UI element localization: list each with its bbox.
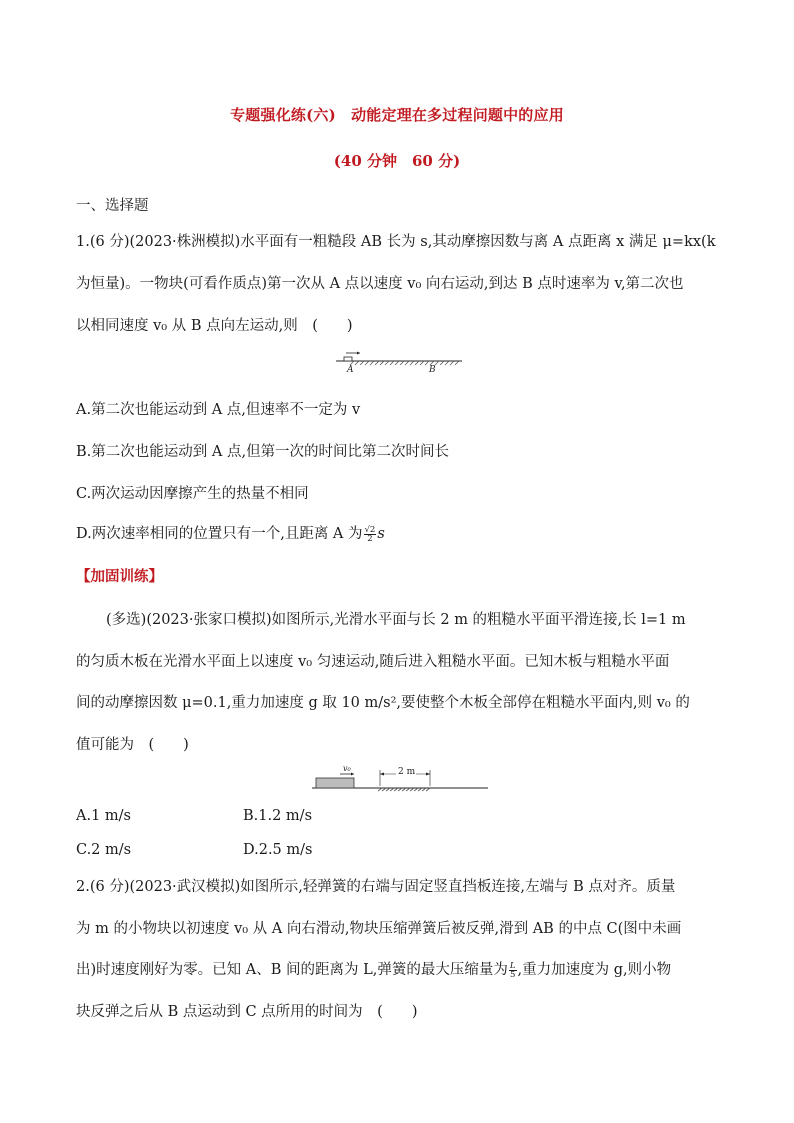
q1-option-a: A.第二次也能运动到 A 点,但速率不一定为 v: [76, 402, 361, 418]
q1-option-d-suffix: s: [377, 526, 385, 542]
reinforce-line-4: 值可能为 ( ): [76, 737, 189, 753]
dimension-arrow-left: [380, 773, 384, 776]
page-title: 专题强化练(六) 动能定理在多过程问题中的应用: [230, 106, 564, 124]
distance-label: 2 m: [398, 767, 416, 777]
q2-line-2: 为 m 的小物块以初速度 v₀ 从 A 向右滑动,物块压缩弹簧后被反弹,滑到 AB 的中点 C(图中未画: [76, 921, 682, 937]
reinforce-line-3: 间的动摩擦因数 μ=0.1,重力加速度 g 取 10 m/s²,要使整个木板全部停在粗糙水平面内,则 v₀ 的: [76, 695, 690, 711]
hatch-marks: [350, 361, 459, 365]
arrow-head: [351, 773, 354, 776]
wooden-board: [316, 778, 354, 788]
fraction-numerator: L: [509, 960, 516, 971]
q1-line-3: 以相同速度 v₀ 从 B 点向左运动,则 ( ): [76, 318, 353, 334]
reinforce-option-d: D.2.5 m/s: [243, 842, 313, 858]
arrow-head: [357, 352, 360, 355]
velocity-label: v₀: [343, 764, 351, 773]
q1-line-1: 1.(6 分)(2023·株洲模拟)水平面有一粗糙段 AB 长为 s,其动摩擦因数与离 A 点距离 x 满足 μ=kx(k: [76, 234, 716, 250]
q1-option-d-prefix: D.两次速率相同的位置只有一个,且距离 A 为: [76, 526, 363, 542]
q2-line-3-suffix: ,重力加速度为 g,则小物: [517, 962, 672, 978]
q1-line-2: 为恒量)。一物块(可看作质点)第一次从 A 点以速度 v₀ 向右运动,到达 B 点时速率为 v,第二次也: [76, 276, 684, 292]
block: [344, 357, 352, 361]
q1-option-b: B.第二次也能运动到 A 点,但第一次的时间比第二次时间长: [76, 444, 450, 460]
fraction-numerator: √2: [364, 524, 376, 535]
q2-line-1: 2.(6 分)(2023·武汉模拟)如图所示,轻弹簧的右端与固定竖直挡板连接,左端与 B 点对齐。质量: [76, 879, 676, 895]
dimension-arrow-right: [426, 773, 430, 776]
section-label: 一、选择题: [76, 198, 149, 214]
reinforce-line-2: 的匀质木板在光滑水平面上以速度 v₀ 匀速运动,随后进入粗糙水平面。已知木板与粗糙水平面: [76, 654, 670, 670]
reinforce-option-c: C.2 m/s: [76, 842, 132, 858]
q2-line-3: [76, 960, 671, 980]
fraction: [509, 962, 517, 979]
reinforce-figure: [310, 762, 490, 792]
label-b: B: [429, 365, 436, 374]
reinforce-option-a: A.1 m/s: [76, 808, 131, 824]
q2-line-4: 块反弹之后从 B 点运动到 C 点所用的时间为 ( ): [76, 1004, 418, 1020]
q1-option-d: [76, 524, 385, 544]
page-subtitle: (40 分钟 60 分): [333, 152, 461, 170]
fraction: [364, 526, 377, 543]
reinforce-option-b: B.1.2 m/s: [243, 808, 313, 824]
label-a: A: [347, 365, 354, 374]
q1-option-c: C.两次运动因摩擦产生的热量不相同: [76, 486, 309, 502]
reinforce-label: 【加固训练】: [76, 568, 163, 585]
reinforce-line-1: (多选)(2023·张家口模拟)如图所示,光滑水平面与长 2 m 的粗糙水平面平滑连接,长 l=1 m: [106, 612, 686, 628]
q2-line-3-prefix: 出)时速度刚好为零。已知 A、B 间的距离为 L,弹簧的最大压缩量为: [76, 962, 508, 978]
fraction-denominator: 5: [509, 969, 516, 980]
fraction-denominator: 2: [367, 533, 373, 544]
q1-figure: [334, 348, 464, 374]
